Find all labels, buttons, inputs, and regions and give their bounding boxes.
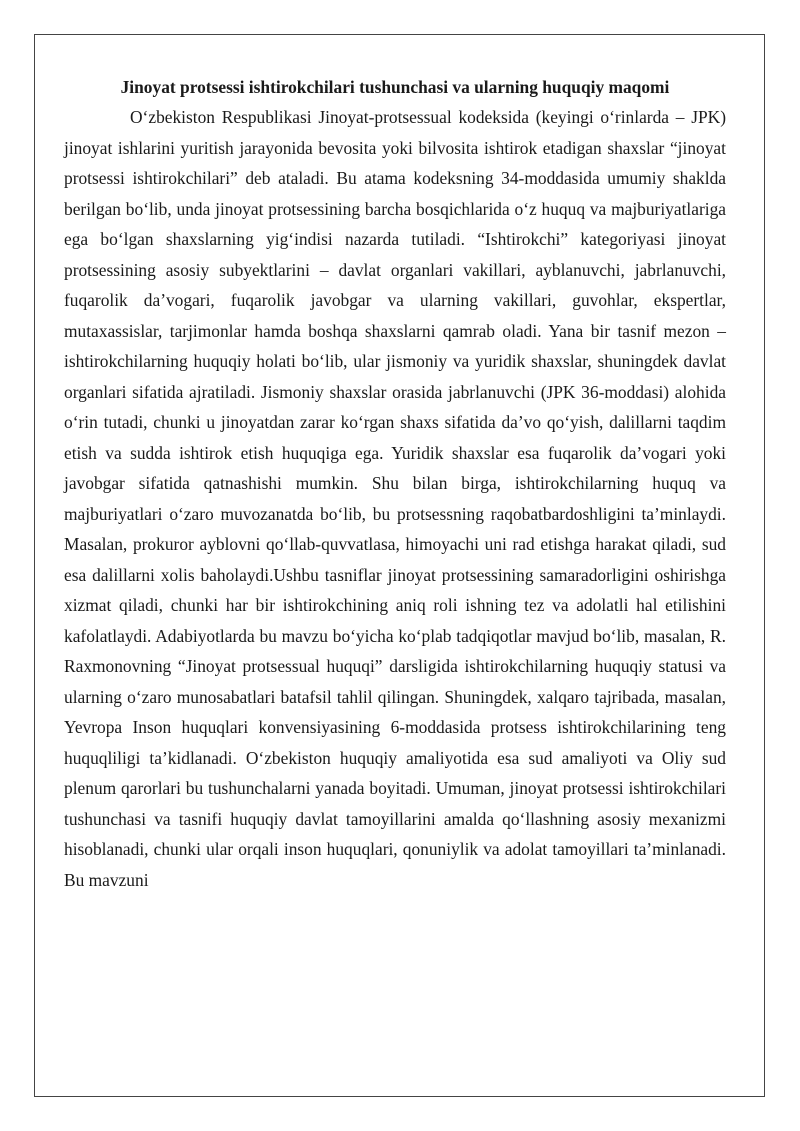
document-content — [64, 72, 726, 895]
document-title: Jinoyat protsessi ishtirokchilari tushunchasi va ularning huquqiy maqomi — [120, 77, 670, 97]
body-paragraph: O‘zbekiston Respublikasi Jinoyat-protsessual kodeksida (keyingi o‘rinlarda – JPK) jinoyat ishlarini yuritish jarayonida bevosita yoki bilvosita ishtirok etadigan shaxslar “jinoyat protsessi ishtirokchilari” deb ataladi. Bu atama kodeksning 34-moddasida umumiy shaklda berilgan bo‘lib, unda jinoyat protsessining barcha bosqichlarida o‘z huquq va majburiyatlariga ega bo‘lgan shaxslarning yig‘indisi nazarda tutiladi. “Ishtirokchi” kategoriyasi jinoyat protsessining asosiy subyektlarini – davlat organlari vakillari, ayblanuvchi, jabrlanuvchi, fuqarolik da’vogari, fuqarolik javobgar va ularning vakillari, guvohlar, ekspertlar, mutaxassislar, tarjimonlar hamda boshqa shaxslarni qamrab oladi. Yana bir tasnif mezon – ishtirokchilarning huquqiy holati bo‘lib, ular jismoniy va yuridik shaxslar, shuningdek davlat organlari sifatida ajratiladi. Jismoniy shaxslar orasida jabrlanuvchi (JPK 36-moddasi) alohida o‘rin tutadi, chunki u jinoyatdan zarar ko‘rgan shaxs sifatida da’vo qo‘yish, dalillarni taqdim etish va sudda ishtirok etish huquqiga ega. Yuridik shaxslar esa fuqarolik da’vogari yoki javobgar sifatida qatnashishi mumkin. Shu bilan birga, ishtirokchilarning huquq va majburiyatlari o‘zaro muvozanatda bo‘lib, bu protsessning raqobatbardoshligini ta’minlaydi. Masalan, prokuror ayblovni qo‘llab-quvvatlasa, himoyachi uni rad etishga harakat qiladi, sud esa dalillarni xolis baholaydi.Ushbu tasniflar jinoyat protsessining samaradorligini oshirishga xizmat qiladi, chunki har bir ishtirokchining aniq roli ishning tez va adolatli hal etilishini kafolatlaydi. Adabiyotlarda bu mavzu bo‘yicha ko‘plab tadqiqotlar mavjud bo‘lib, masalan, R. Raxmonovning “Jinoyat protsessual huquqi” darsligida ishtirokchilarning huquqiy statusi va ularning o‘zaro munosabatlari batafsil tahlil qilingan. Shuningdek, xalqaro tajribada, masalan, Yevropa Inson huquqlari konvensiyasining 6-moddasida protsess ishtirokchilarining teng huquqliligi ta’kidlanadi. O‘zbekiston huquqiy amaliyotida esa sud amaliyoti va Oliy sud plenum qarorlari bu tushunchalarni yanada boyitadi. Umuman, jinoyat protsessi ishtirokchilari tushunchasi va tasnifi huquqiy davlat tamoyillarini amalda qo‘llashning asosiy mexanizmi hisoblanadi, chunki ular orqali inson huquqlari, qonuniylik va adolat tamoyillari ta’minlanadi. Bu mavzuni — [64, 107, 726, 890]
